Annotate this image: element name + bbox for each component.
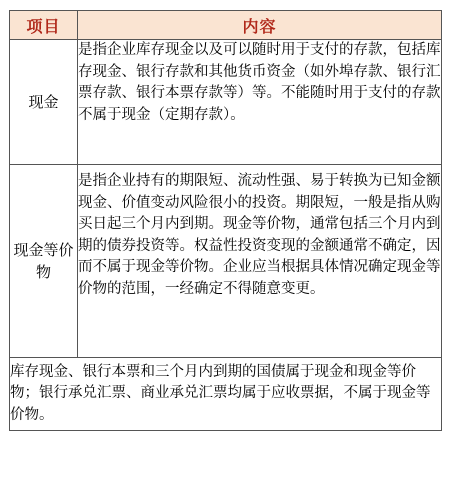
table-note: 库存现金、银行本票和三个月内到期的国债属于现金和现金等价物；银行承兑汇票、商业承兑汇票均属于应收票据，不属于现金等价物。 — [10, 358, 442, 431]
header-item: 项目 — [10, 11, 78, 40]
cash-definition-table — [9, 10, 442, 431]
row-content-cash-equivalents: 是指企业持有的期限短、流动性强、易于转换为已知金额现金、价值变动风险很小的投资。期限短，一般是指从购买日起三个月内到期。现金等价物，通常包括三个月内到期的债券投资等。权益性投资变现的金额通常不确定，因而不属于现金等价物。企业应当根据具体情况确定现金等价物的范围，一经确定不得随意变更。 — [78, 165, 442, 358]
row-label-cash: 现金 — [10, 40, 78, 165]
table-row-cash — [10, 40, 442, 165]
row-label-cash-equivalents: 现金等价物 — [10, 165, 78, 358]
header-content: 内容 — [78, 11, 442, 40]
table-row-cash-equivalents — [10, 165, 442, 358]
table-note-row — [10, 358, 442, 431]
table-header-row — [10, 11, 442, 40]
row-content-cash: 是指企业库存现金以及可以随时用于支付的存款，包括库存现金、银行存款和其他货币资金（如外埠存款、银行汇票存款、银行本票存款等）等。不能随时用于支付的存款不属于现金（定期存款）。 — [78, 40, 442, 165]
